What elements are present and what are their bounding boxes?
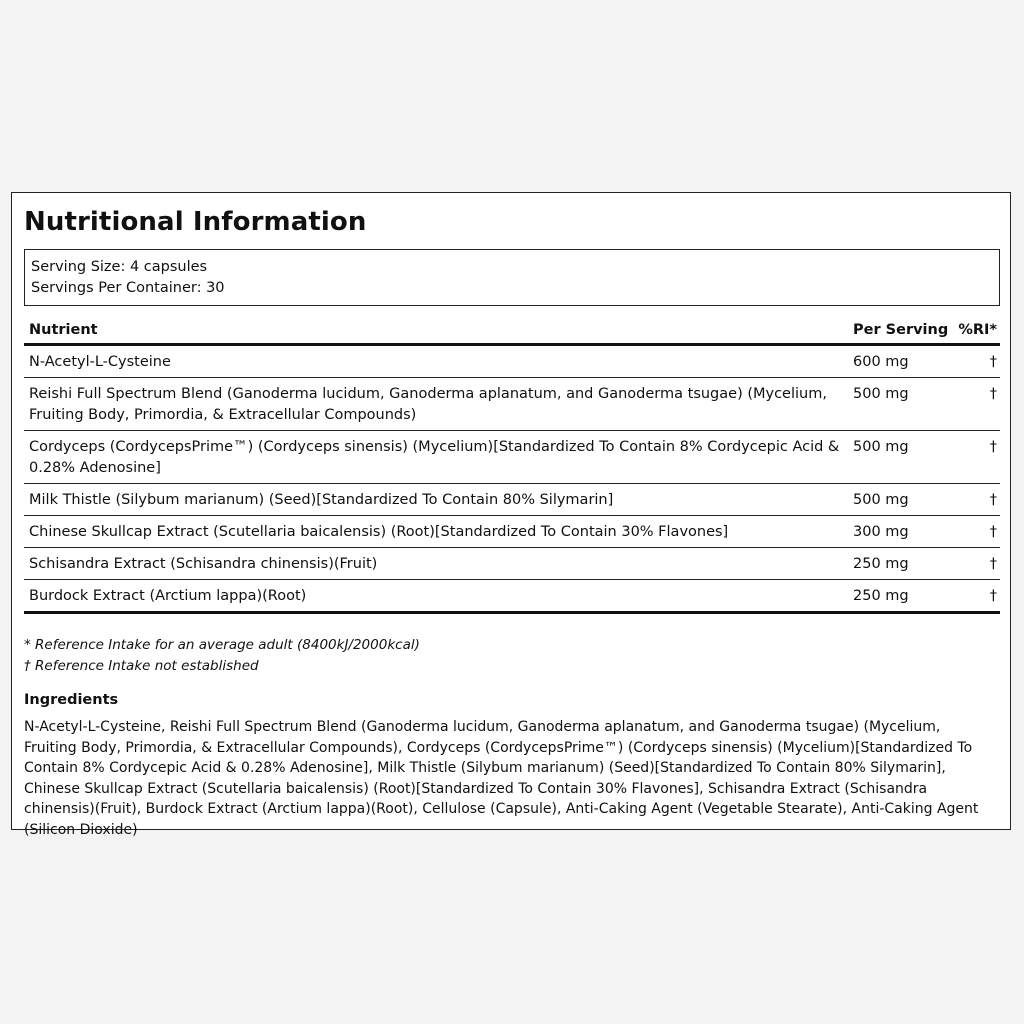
row-ri: † xyxy=(989,492,997,508)
ingredients-title: Ingredients xyxy=(24,692,119,708)
table-row xyxy=(24,378,1000,431)
row-ri: † xyxy=(989,354,997,370)
row-ri: † xyxy=(989,588,997,604)
table-row xyxy=(24,484,1000,516)
row-amount: 500 mg xyxy=(853,439,909,455)
row-nutrient: Reishi Full Spectrum Blend (Ganoderma lucidum, Ganoderma aplanatum, and Ganoderma tsugae) (Mycelium, Fruiting Body, Primordia, & Extracellular Compounds) xyxy=(29,386,827,423)
ingredients-text: N-Acetyl-L-Cysteine, Reishi Full Spectrum Blend (Ganoderma lucidum, Ganoderma aplanatum, and Ganoderma tsugae) (Mycelium, Fruiting Body, Primordia, & Extracellular Compounds), Cordyceps (CordycepsPrime™) (Cordyceps sinensis) (Mycelium)[Standardized To Contain 8% Cordycepic Acid & 0.28% Adenosine], Milk Thistle (Silybum marianum) (Seed)[Standardized To Contain 80% Silymarin], Chinese Skullcap Extract (Scutellaria baicalensis) (Root)[Standardized To Contain 30% Flavones], Schisandra Extract (Schisandra chinensis)(Fruit), Burdock Extract (Arctium lappa)(Root), Cellulose (Capsule), Anti-Caking Agent (Vegetable Stearate), Anti-Caking Agent (Silicon Dioxide) xyxy=(24,719,979,838)
row-ri: † xyxy=(989,556,997,572)
table-row xyxy=(24,346,1000,378)
row-amount: 250 mg xyxy=(853,588,909,604)
table-row xyxy=(24,431,1000,484)
row-ri: † xyxy=(989,386,997,402)
header-ri: %RI* xyxy=(958,322,997,338)
panel-title: Nutritional Information xyxy=(24,207,367,237)
row-amount: 300 mg xyxy=(853,524,909,540)
row-nutrient: Milk Thistle (Silybum marianum) (Seed)[Standardized To Contain 80% Silymarin] xyxy=(29,492,614,508)
serving-info-box xyxy=(24,249,1000,306)
row-amount: 600 mg xyxy=(853,354,909,370)
serving-size: Serving Size: 4 capsules xyxy=(31,259,208,275)
row-nutrient: Chinese Skullcap Extract (Scutellaria baicalensis) (Root)[Standardized To Contain 30% Flavones] xyxy=(29,524,729,540)
table-header xyxy=(24,317,1000,346)
table-row xyxy=(24,516,1000,548)
row-nutrient: N-Acetyl-L-Cysteine xyxy=(29,354,171,370)
table-row xyxy=(24,580,1000,614)
header-nutrient: Nutrient xyxy=(29,322,98,338)
servings-per-container: Servings Per Container: 30 xyxy=(31,280,225,296)
footnotes xyxy=(24,635,420,677)
row-amount: 250 mg xyxy=(853,556,909,572)
ri-footnote: * Reference Intake for an average adult (8400kJ/2000kcal) xyxy=(24,637,420,653)
row-amount: 500 mg xyxy=(853,492,909,508)
table-row xyxy=(24,548,1000,580)
row-nutrient: Burdock Extract (Arctium lappa)(Root) xyxy=(29,588,307,604)
row-ri: † xyxy=(989,524,997,540)
nutrient-table xyxy=(24,317,1000,614)
dagger-footnote: † Reference Intake not established xyxy=(24,658,259,674)
row-amount: 500 mg xyxy=(853,386,909,402)
row-ri: † xyxy=(989,439,997,455)
nutrition-panel xyxy=(11,192,1011,838)
row-nutrient: Cordyceps (CordycepsPrime™) (Cordyceps sinensis) (Mycelium)[Standardized To Contain 8% Cordycepic Acid & 0.28% Adenosine] xyxy=(29,439,840,476)
header-per-serving: Per Serving xyxy=(853,322,949,338)
row-nutrient: Schisandra Extract (Schisandra chinensis)(Fruit) xyxy=(29,556,378,572)
